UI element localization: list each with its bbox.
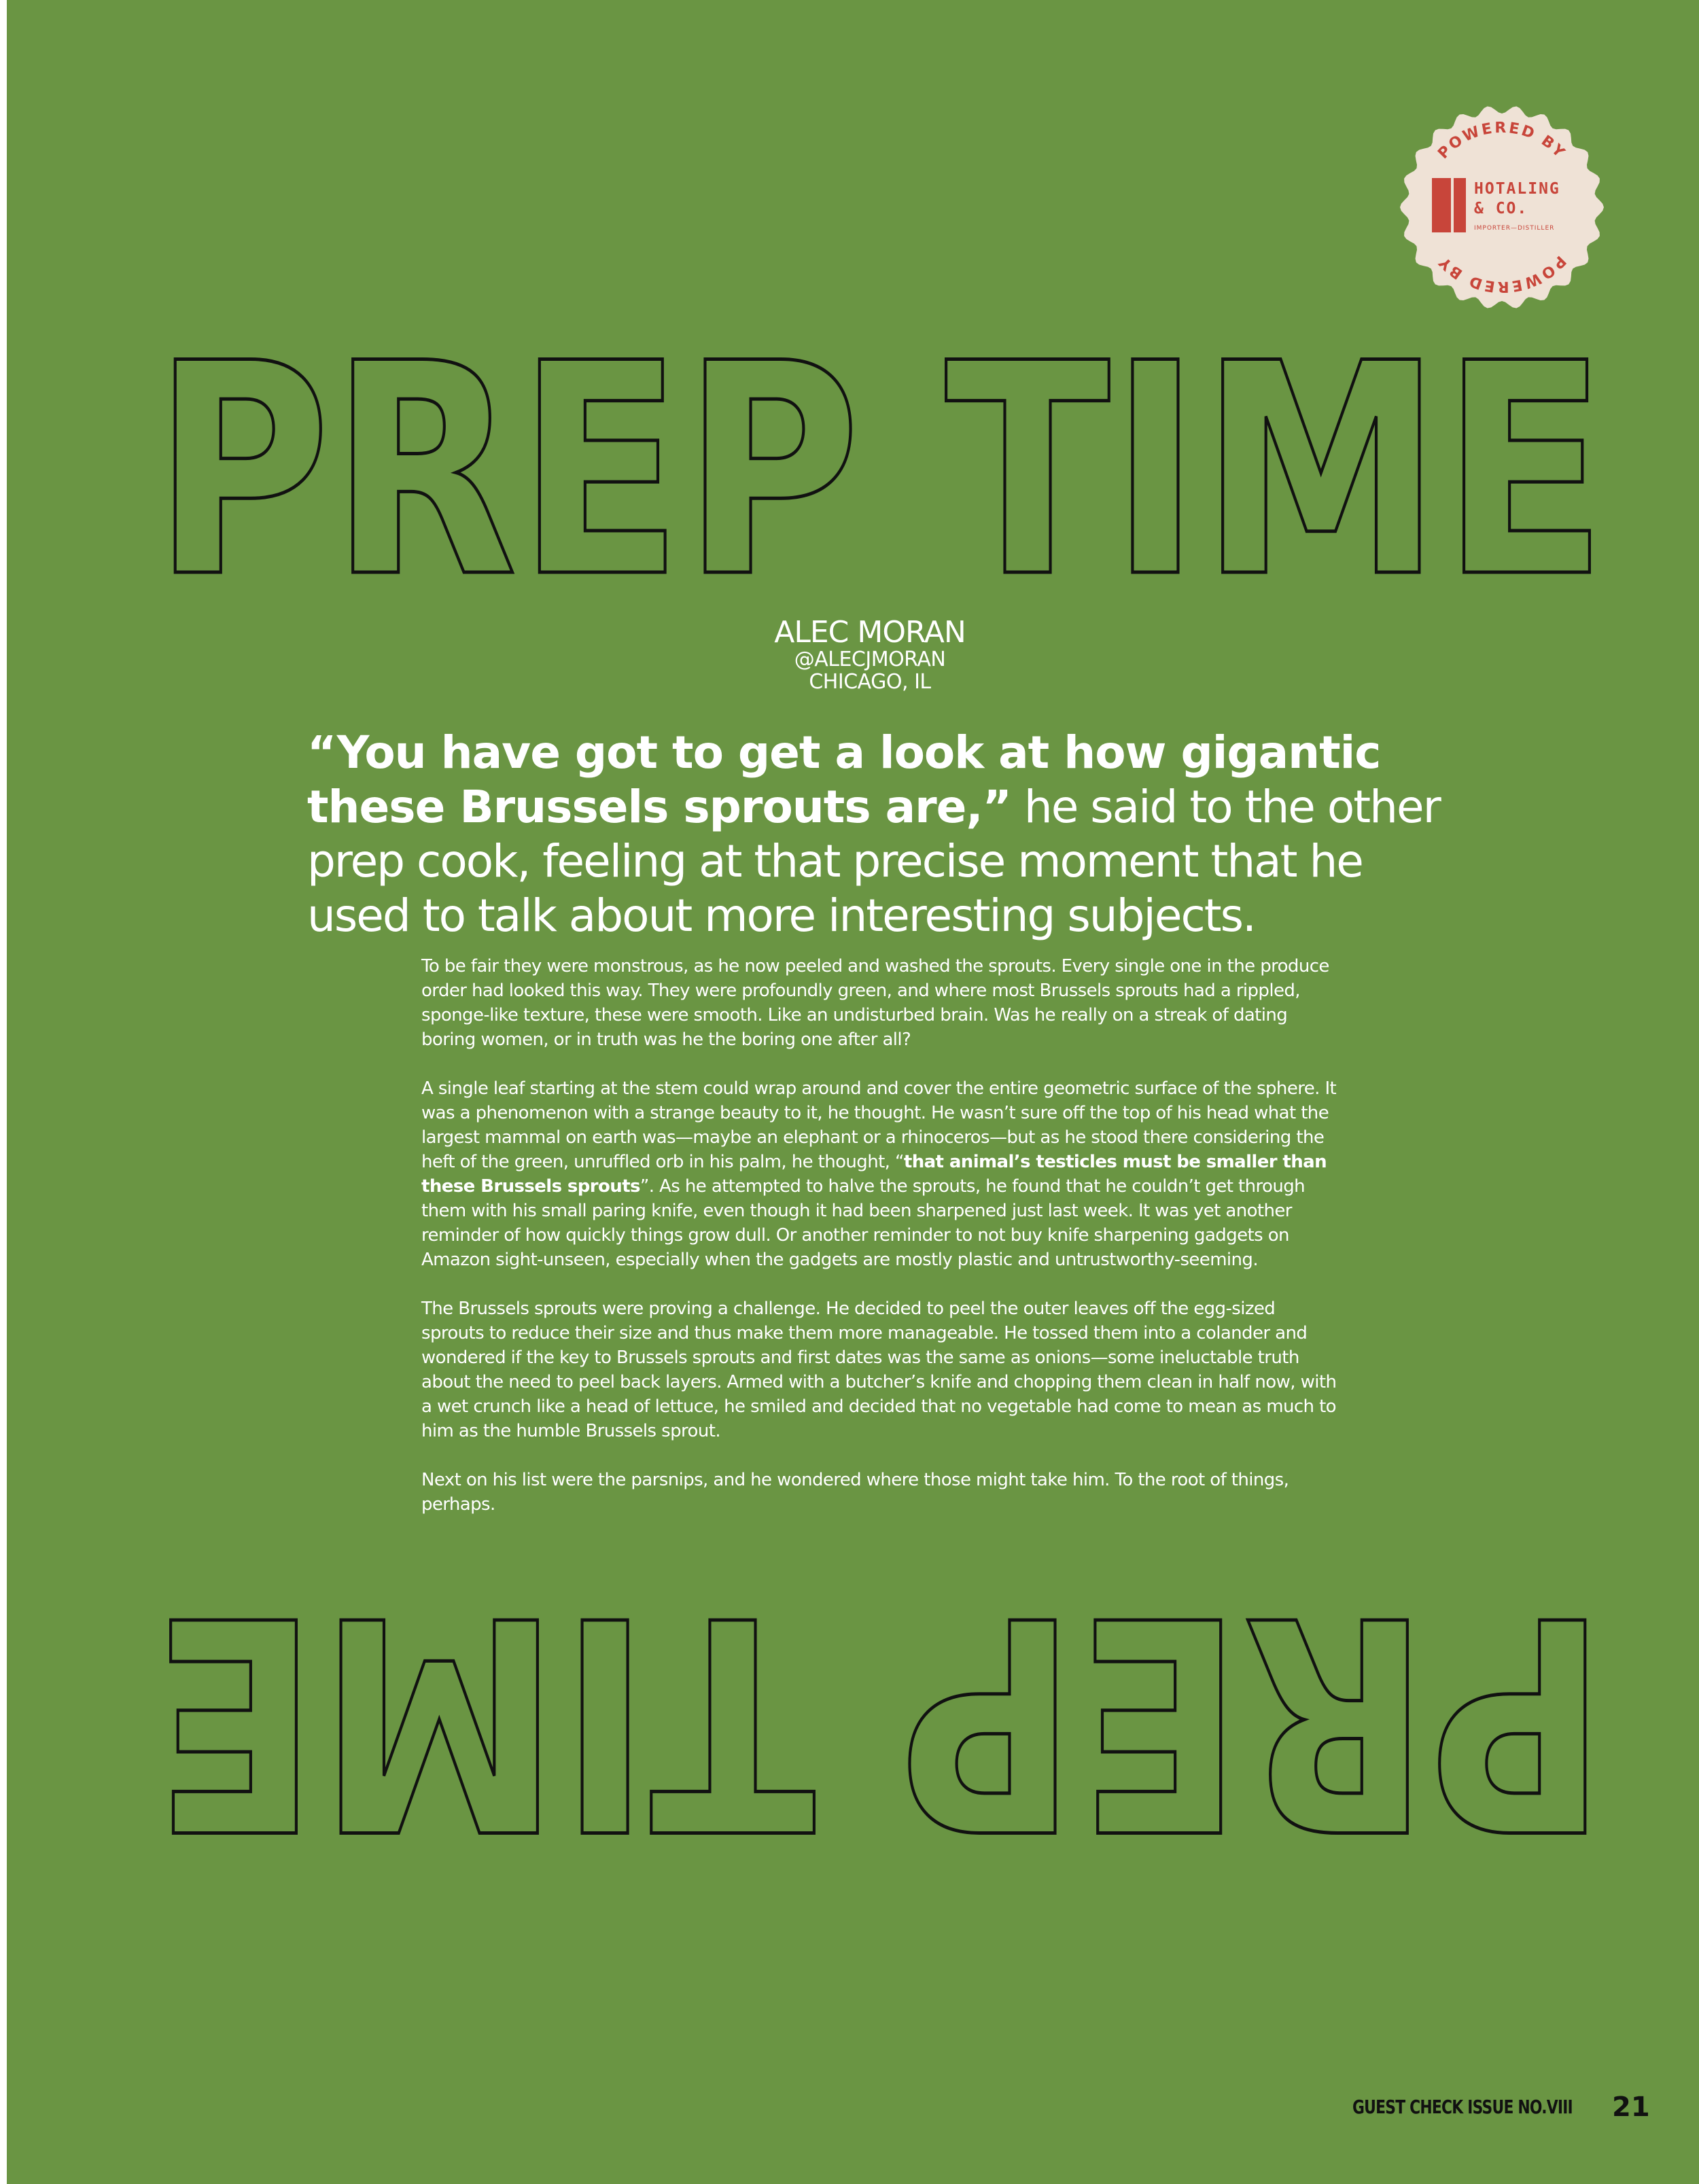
badge-arc-top: POWERED BY: [1435, 119, 1569, 162]
body-paragraph-2-start: A single leaf starting at the stem could wrap around and cover the entire geometric surface of the sphere. It was a phenomenon with a strange beauty to it, he thought. He wasn’t sure off the top of his head what the largest mammal on earth was—maybe an elephant or a rhinoceros—but as he stood there considering the heft of the green, unruffled orb in his palm, he thought, “: [421, 1078, 1337, 1172]
author-location: CHICAGO, IL: [809, 670, 931, 694]
magazine-page: [7, 0, 1699, 2184]
pull-quote: [307, 726, 1456, 943]
body-paragraph-1: To be fair they were monstrous, as he now peeled and washed the sprouts. Every single one in the produce order had looked this way. They were profoundly green, and where most Brussels sprouts had a rippled, sponge-like texture, these were smooth. Like an undisturbed brain. Was he really on a streak of dating boring women, or in truth was he the boring one after all?: [421, 956, 1329, 1050]
byline: [727, 617, 1013, 693]
hotaling-badge: [1397, 102, 1607, 313]
badge-brand-line1: HOTALING: [1474, 180, 1560, 198]
headline-top: PREP TIME: [153, 302, 1607, 641]
badge-arc-bottom: POWERED BY: [1435, 252, 1569, 296]
body-paragraph-4: Next on his list were the parsnips, and he wondered where those might take him. To the root of things, perhaps.: [421, 1470, 1289, 1515]
page-number: 21: [1612, 2092, 1650, 2123]
author-name: ALEC MORAN: [774, 615, 966, 650]
body-paragraph-2: [421, 1076, 1339, 1272]
pull-quote-regular: he said to the other prep cook, feeling at that precise moment that he used to talk about more interesting subjects.: [307, 781, 1440, 942]
hotaling-logo-icon: [1432, 178, 1466, 232]
badge-brand-line2: & CO.: [1474, 200, 1528, 217]
author-handle: @ALECJMORAN: [794, 648, 946, 671]
badge-brand-tagline: IMPORTER—DISTILLER: [1474, 225, 1555, 232]
pull-quote-bold: “You have got to get a look at how gigantic these Brussels sprouts are,”: [307, 726, 1381, 833]
article-body: [421, 954, 1339, 1541]
body-paragraph-2-end: ”. As he attempted to halve the sprouts, he found that he couldn’t get through them with his small paring knife, even though it had been sharpened just last week. It was yet another reminder of how quickly things grow dull. Or another reminder to not buy knife sharpening gadgets on Amazon sight-unseen, especially when the gadgets are mostly plastic and untrustworthy-seeming.: [421, 1176, 1306, 1270]
body-paragraph-3: The Brussels sprouts were proving a challenge. He decided to peel the outer leaves off the egg-sized sprouts to reduce their size and thus make them more manageable. He tossed them into a colander and wondered if the key to Brussels sprouts and first dates was the same as onions—some ineluctable truth about the need to peel back layers. Armed with a butcher’s knife and chopping them clean in half now, with a wet crunch like a head of lettuce, he smiled and decided that no vegetable had come to mean as much to him as the humble Brussels sprout.: [421, 1299, 1337, 1441]
headline-bottom-inverted: PREP TIME: [153, 1551, 1607, 1890]
issue-label: GUEST CHECK ISSUE NO.VIII: [1352, 2096, 1573, 2118]
body-paragraph-2-bold: that animal’s testicles must be smaller than these Brussels sprouts: [421, 1152, 1327, 1197]
